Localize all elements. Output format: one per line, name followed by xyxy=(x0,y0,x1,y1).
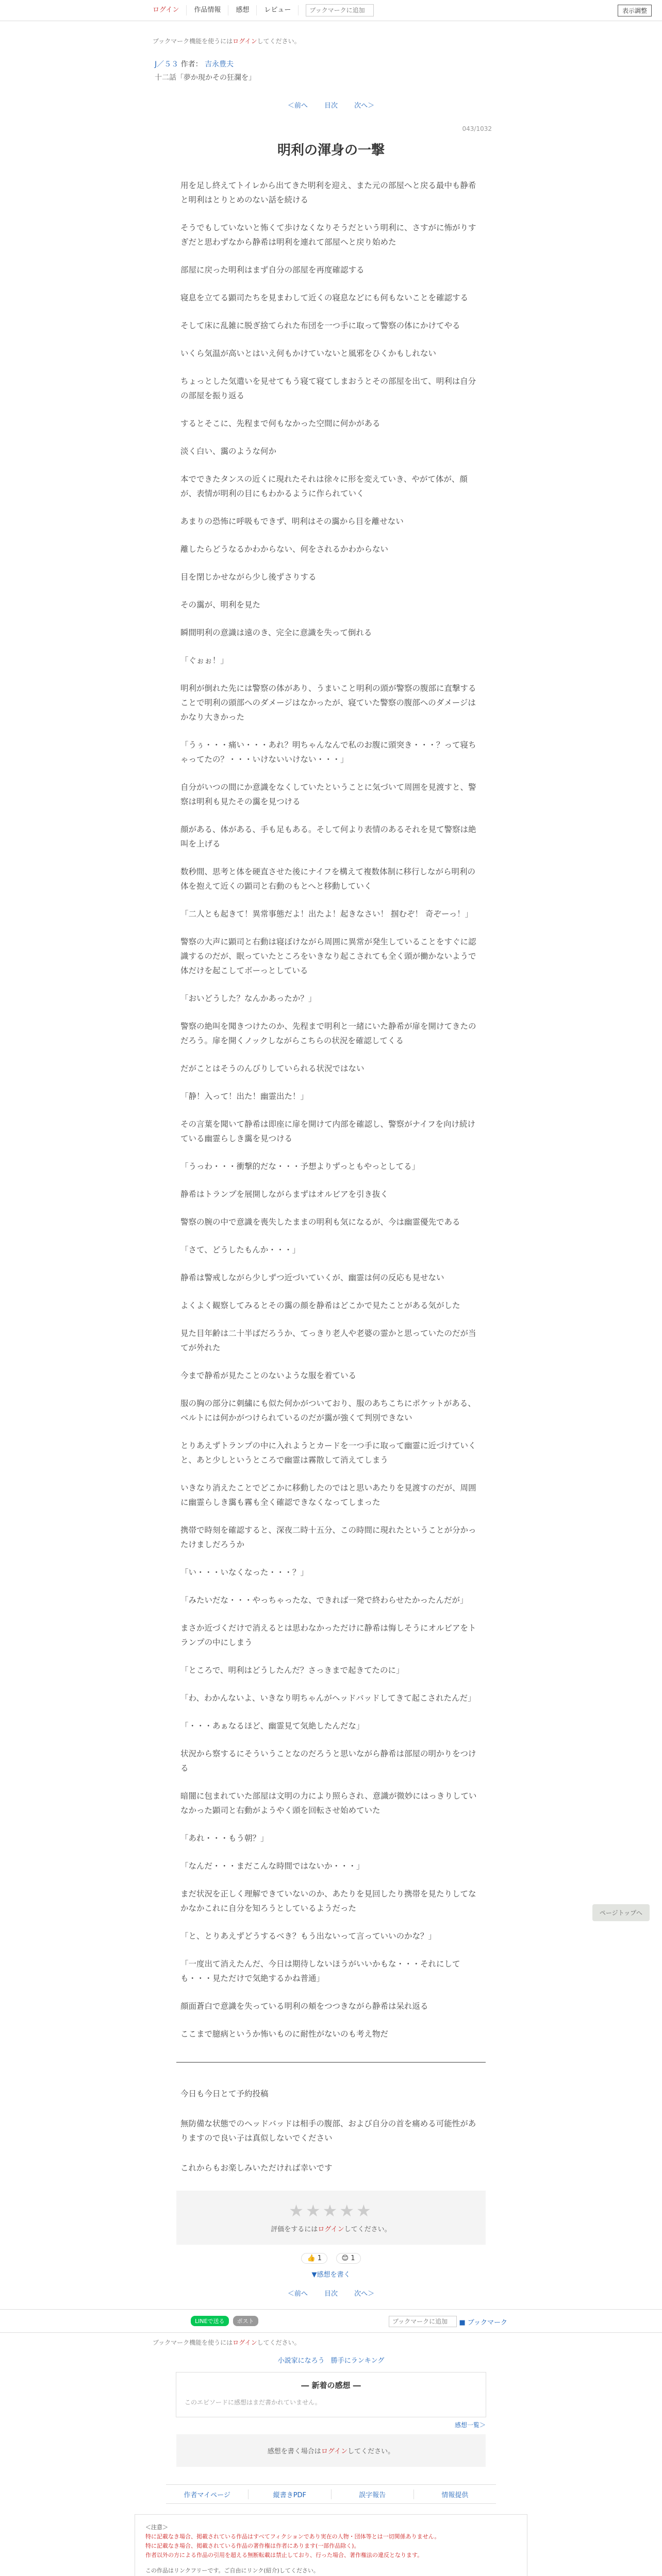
afterword-paragraph: これからもお楽しみいただければ幸いです xyxy=(180,2163,333,2173)
write-impression-link[interactable]: ▼感想を書く xyxy=(311,2271,351,2279)
bookmark-note xyxy=(0,21,662,45)
novel-paragraph: 寝息を立てる顕司たちを見まわして近くの寝息などにも何もないことを確認する xyxy=(180,293,469,302)
impressions-link[interactable]: 感想 xyxy=(228,5,257,15)
novel-paragraph: 「二人とも起きて！異常事態だよ！出たよ！起きなさい！ 掴むぞ！ 奇ぞーっ！」 xyxy=(180,909,473,919)
prev-link-bottom[interactable]: ＜前へ xyxy=(287,2290,308,2298)
novel-paragraph: 「あれ・・・もう朝？」 xyxy=(180,1834,269,1843)
ranking-link-site[interactable]: 小説家になろう xyxy=(277,2357,325,2365)
novel-paragraph: 「うっわ・・・衝撃的だな・・・予想よりずっともやっとしてる」 xyxy=(180,1162,420,1171)
next-link-bottom[interactable]: 次へ＞ xyxy=(354,2290,375,2298)
novel-paragraph: 「ところで、明利はどうしたんだ？さっきまで起きてたのに」 xyxy=(180,1666,404,1675)
novel-paragraph: いくら気温が高いとはいえ何もかけていないと風邪をひくかもしれない xyxy=(180,349,437,358)
notice-plain-1: この作品はリンクフリーです。ご自由にリンク(紹介)してください。 xyxy=(145,2567,319,2574)
novel-paragraph: 「一度出て消えたんだ、今日は期待しないほうがいいかもな・・・それにしても・・・見ただけで気絶するかね普通」 xyxy=(180,1959,460,1983)
toc-link-bottom[interactable]: 目次 xyxy=(324,2290,338,2298)
novel-paragraph: 警察の腕の中で意識を喪失したままの明利も気になるが、今は幽霊優先である xyxy=(180,1217,460,1227)
login-link[interactable]: ログイン xyxy=(145,5,187,15)
afterword-paragraph: 無防備な状態でのヘッドバッドは相手の腹部、および自分の首を痛める可能性がありますので良い子は真似しないでください xyxy=(180,2119,476,2143)
footer-links xyxy=(166,2484,496,2504)
novel-paragraph: だがことはそうのんびりしていられる状況ではない xyxy=(180,1064,365,1073)
bookmark-add-input[interactable] xyxy=(306,4,374,16)
page-top-button[interactable]: ページトップへ xyxy=(592,1904,650,1921)
novel-paragraph: 本でできたタンスの近くに現れたそれは徐々に形を変えていき、やがて体が、顔が、表情が明利の目にもわかるように作られていく xyxy=(180,474,468,498)
smile-reaction-button[interactable]: 😊 1 xyxy=(336,2253,361,2264)
bookmark-button[interactable]: ■ ブックマーク xyxy=(459,2319,507,2327)
notice-warn-3: 作者以外の方による作品の引用を超える無断転載は禁止しており、行った場合、著作権法の違反となります。 xyxy=(145,2552,423,2558)
novel-paragraph: 警察の大声に顕司と右動は寝ぼけながら周囲に異常が発生していることをすぐに認識するのだが、眠っていたところをいきなり起こされても全く頭が働かないようで体だけを起こしてボーっとしている xyxy=(180,937,476,975)
pager-top xyxy=(0,100,662,110)
novel-paragraph: 「おいどうした？なんかあったか？」 xyxy=(180,994,317,1003)
bookmark-note-suffix: してください。 xyxy=(257,38,301,45)
notice-warn-2: 特に記載なき場合、掲載されている作品の著作権は作者にあります(一部作品除く)。 xyxy=(145,2543,360,2549)
novel-paragraph: するとそこに、先程まで何もなかった空間に何かがある xyxy=(180,419,380,428)
novel-paragraph: 静希はトランプを展開しながらまずはオルビアを引き抜く xyxy=(180,1190,389,1199)
novel-body xyxy=(180,178,482,2041)
chapter-subtitle: 十二話「夢か現かその狂瀾を」 xyxy=(155,74,256,82)
novel-paragraph: 「静！入って！出た！幽霊出た！」 xyxy=(180,1092,309,1101)
novel-paragraph: よくよく観察してみるとその靄の顔を静希はどこかで見たことがある気がした xyxy=(180,1301,460,1310)
novel-paragraph: 服の胸の部分に刺繍にも似た何かがついており、服のあちこちにポケットがある、ベルトには何かがつけられているのだが靄が強くて判別できない xyxy=(180,1399,476,1422)
series-page-link[interactable]: J／５３ xyxy=(155,60,179,69)
share-bar xyxy=(0,2309,662,2333)
author-link[interactable]: 吉永豊夫 xyxy=(205,60,234,69)
ranking-link-ranking[interactable]: 勝手にランキング xyxy=(330,2357,385,2365)
afterword-paragraph: 今日も今日とて予約投稿 xyxy=(180,2089,269,2098)
review-link[interactable]: レビュー xyxy=(257,5,299,15)
novel-paragraph: 明利が倒れた先には警察の体があり、うまいこと明利の頭が警察の腹部に直撃することで明利の頭部へのダメージはなかったが、寝ていた警察の腹部へのダメージはかなり大きかった xyxy=(180,684,476,722)
new-impressions-title: ― 新着の感想 ― xyxy=(301,2381,361,2390)
novel-paragraph: 「うぅ・・・痛い・・・あれ？明ちゃんなんで私のお腹に頭突き・・・？って寝ちゃってたの？・・・いけないいけない・・・」 xyxy=(180,740,476,764)
pager-bottom xyxy=(0,2288,662,2298)
author-label: 作者： xyxy=(180,60,203,69)
novel-paragraph: 瞬間明利の意識は遠のき、完全に意識を失って倒れる xyxy=(180,628,372,637)
novel-paragraph: そして床に乱雑に脱ぎ捨てられた布団を一つ手に取って警察の体にかけてやる xyxy=(180,321,460,330)
rating-note-prefix: 評価をするには xyxy=(271,2226,318,2233)
novel-paragraph: 見た目年齢は二十半ばだろうか、てっきり老人や老婆の霊かと思っていたのだが当てが外れた xyxy=(180,1329,476,1352)
novel-paragraph: 自分がいつの間にか意識をなくしていたということに気づいて周囲を見渡すと、警察は明利も見たその靄を見つける xyxy=(180,783,476,806)
novel-paragraph: いきなり消えたことでどこかに移動したのではと思いあたりを見渡すのだが、周囲に幽霊らしき靄も霧も全く確認できなくなってしまった xyxy=(180,1483,476,1507)
rating-stars[interactable]: ★★★★★ xyxy=(289,2201,373,2221)
novel-paragraph: 淡く白い、靄のような何か xyxy=(180,447,277,456)
display-settings-button[interactable]: 表示調整 xyxy=(618,5,652,16)
write-login-link[interactable]: ログイン xyxy=(321,2448,348,2455)
novel-paragraph: 「なんだ・・・まだこんな時間ではないか・・・」 xyxy=(180,1861,365,1871)
bookmark-note-prefix-bottom: ブックマーク機能を使うには xyxy=(153,2339,233,2346)
impression-list-link[interactable]: 感想一覧＞ xyxy=(454,2421,486,2429)
toc-link[interactable]: 目次 xyxy=(324,102,338,110)
next-link[interactable]: 次へ＞ xyxy=(354,102,375,110)
novel-paragraph: 目を閉じかせながら少し後ずさりする xyxy=(180,572,317,582)
notice-warn-1: 特に記載なき場合、掲載されている作品はすべてフィクションであり実在の人物・団体等とは一切関係ありません。 xyxy=(145,2533,440,2540)
novel-paragraph: 離したらどうなるかわからない、何をされるかわからない xyxy=(180,545,389,554)
write-suffix: してください。 xyxy=(347,2448,395,2455)
novel-paragraph: とりあえずトランプの中に入れようとカードを一つ手に取って幽霊に近づけていくと、あと少しというところで幽霊は霧散して消えてしまう xyxy=(180,1441,476,1465)
novel-paragraph: その靄が、明利を見た xyxy=(180,600,261,609)
afterword xyxy=(180,2087,482,2175)
chapter-title: 明利の渾身の一撃 xyxy=(277,143,385,158)
rating-panel xyxy=(176,2191,486,2245)
novel-paragraph: 警察の絶叫を聞きつけたのか、先程まで明利と一緒にいた静希が扉を開けてきたのだろう。扉を開くノックしながらこちらの状況を確認してくる xyxy=(180,1022,476,1045)
write-prefix: 感想を書く場合は xyxy=(267,2448,321,2455)
novel-paragraph: 「みたいだな・・・やっちゃったな、できれば一発で終わらせたかったんだが」 xyxy=(180,1596,468,1605)
novel-paragraph: 顔がある、体がある、手も足もある。そして何より表情のあるそれを見て警察は絶叫を上げる xyxy=(180,825,476,849)
afterword-divider xyxy=(176,2062,486,2063)
novel-paragraph: ここまで臆病というか怖いものに耐性がないのも考え物だ xyxy=(180,2029,389,2039)
typo-report-link[interactable]: 誤字報告 xyxy=(332,2489,414,2499)
novel-paragraph: 静希は警戒しながら少しずつ近づいていくが、幽霊は何の反応も見せない xyxy=(180,1273,444,1282)
novel-paragraph: まさか近づくだけで消えるとは思わなかっただけに静希は悔しそうにオルビアをトランプの中にしまう xyxy=(180,1623,476,1647)
novel-paragraph: そうでもしていないと怖くて歩けなくなりそうだという明利に、さすがに怖がりすぎだと思わずなから静希は明利を連れて部屋へと戻り始めた xyxy=(180,223,476,247)
novel-paragraph: 暗闇に包まれていた部屋は文明の力により照らされ、意識が微妙にはっきりしていなかった顕司と右動がようやく頭を回転させ始めていた xyxy=(180,1791,477,1815)
rating-login-link[interactable]: ログイン xyxy=(318,2226,344,2233)
novel-paragraph: 「さて、どうしたもんか・・・」 xyxy=(180,1245,301,1255)
novel-paragraph: 携帯で時刻を確認すると、深夜二時十五分、この時間に現れたということが分かったけましだろうか xyxy=(180,1526,476,1549)
novel-paragraph: 今まで静希が見たことのないような服を着ている xyxy=(180,1371,357,1380)
novel-paragraph: 「ぐぉぉ！」 xyxy=(180,656,228,665)
novel-paragraph: ちょっとした気遣いを見せてもう寝て寝てしまおうとその部屋を出て、明利は自分の部屋を振り返る xyxy=(180,377,476,400)
bookmark-login-link-bottom[interactable]: ログイン xyxy=(233,2339,257,2346)
bookmark-note-suffix-bottom: してください。 xyxy=(257,2339,301,2346)
works-info-link[interactable]: 作品情報 xyxy=(187,5,228,15)
novel-paragraph: まだ状況を正しく理解できていないのか、あたりを見回したり携帯を見たりしてなかなかこれに自分を知ろうとしているようだった xyxy=(180,1889,476,1913)
novel-paragraph: あまりの恐怖に呼吸もできず、明利はその靄から目を離せない xyxy=(180,517,404,526)
new-impressions-empty: このエピソードに感想はまだ書かれていません。 xyxy=(185,2399,321,2406)
novel-paragraph: 数秒間、思考と体を硬直させた後にナイフを構えて複数体制に移行しながら明利の体を抱えて近くの顕司と右動のもとへと移動していく xyxy=(180,867,475,891)
novel-paragraph: 「い・・・いなくなった・・・？」 xyxy=(180,1568,309,1577)
novel-paragraph: 顔面蒼白で意識を失っている明利の頬をつつきながら静希は呆れ返る xyxy=(180,2002,428,2011)
novel-paragraph: その言葉を聞いて静希は即座に扉を開けて内部を確認し、警察がナイフを向け続けている幽霊らしき靄を見つける xyxy=(180,1120,475,1143)
bookmark-note-bottom xyxy=(0,2333,662,2347)
notice-head: ＜注意＞ xyxy=(145,2524,168,2531)
author-mypage-link[interactable]: 作者マイページ xyxy=(166,2489,249,2499)
post-share-button[interactable]: ポスト xyxy=(233,2316,258,2326)
series-info xyxy=(155,59,662,69)
new-impressions-box xyxy=(176,2372,486,2417)
notice-box xyxy=(135,2514,527,2576)
top-nav-bar xyxy=(0,0,662,21)
novel-paragraph: 「と、とりあえずどうするべき？もう出ないって言っていいのかな？」 xyxy=(180,1931,437,1941)
info-provide-link[interactable]: 情報提供 xyxy=(441,2491,469,2499)
line-share-button[interactable]: LINEで送る xyxy=(191,2316,229,2326)
novel-paragraph: 用を足し終えてトイレから出てきた明利を迎え、また元の部屋へと戻る最中も静希と明利はとりとめのない話を続ける xyxy=(180,181,476,205)
novel-paragraph: 「・・・あぁなるほど、幽霊見て気絶したんだな」 xyxy=(180,1721,365,1731)
novel-paragraph: 状況から察するにそういうことなのだろうと思いながら静希は部屋の明かりをつける xyxy=(180,1749,476,1773)
bookmark-login-link[interactable]: ログイン xyxy=(233,38,257,45)
bookmark-add-input-bottom[interactable] xyxy=(389,2316,457,2327)
rating-note-suffix: してください。 xyxy=(344,2226,391,2233)
write-impression-box xyxy=(176,2434,486,2467)
like-reaction-button[interactable]: 👍 1 xyxy=(301,2253,327,2264)
vertical-pdf-link[interactable]: 縦書きPDF xyxy=(249,2489,331,2499)
bookmark-note-prefix: ブックマーク機能を使うには xyxy=(153,38,233,45)
rating-note xyxy=(176,2224,486,2233)
page-count: 043/1032 xyxy=(462,125,492,132)
novel-paragraph: 「わ、わかんないよ、いきなり明ちゃんがヘッドバッドしてきて起こされたんだ」 xyxy=(180,1693,476,1703)
novel-paragraph: 部屋に戻った明利はまず自分の部屋を再度確認する xyxy=(180,265,365,275)
prev-link[interactable]: ＜前へ xyxy=(287,102,308,110)
reactions xyxy=(0,2253,662,2264)
ranking-links xyxy=(0,2355,662,2365)
